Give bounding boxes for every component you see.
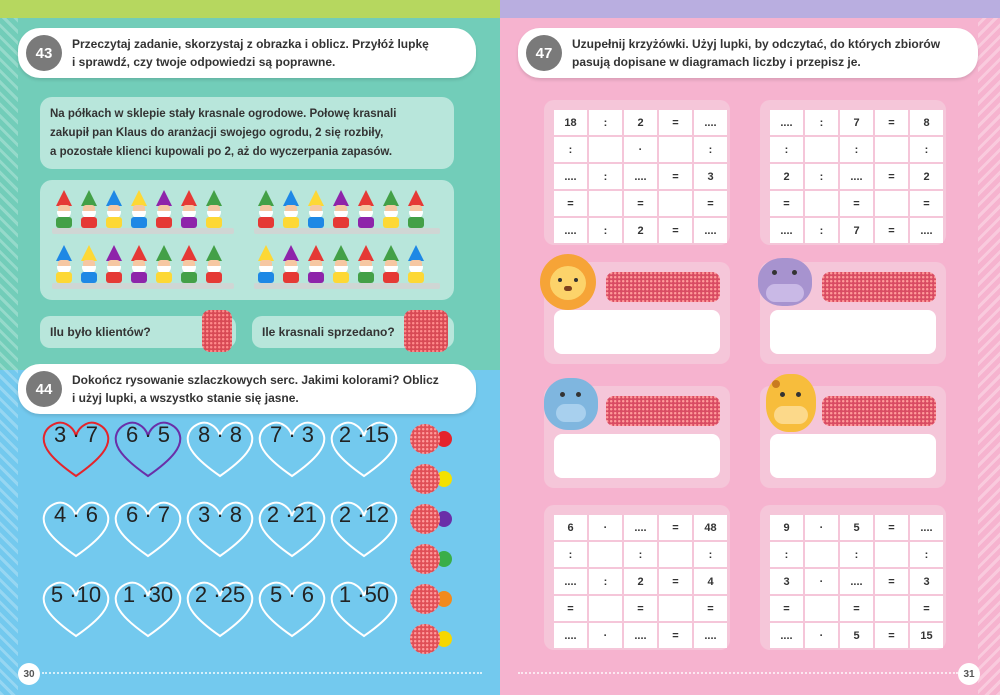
grid-cell: : [589,110,622,135]
grid-cell: = [554,596,587,621]
scratch-answer-clients[interactable] [202,310,232,352]
scratch-set-label[interactable] [606,396,720,426]
heart-expression: 5 · 6 [269,582,315,607]
answer-field[interactable] [770,434,936,478]
heart-expression: 8 · 8 [197,422,243,447]
heart-expression: 2 ·15 [338,422,390,447]
color-key-item [410,424,456,454]
crossword-grid [544,505,730,650]
grid-cell[interactable]: .... [770,623,803,648]
scratch-number[interactable] [410,584,440,614]
grid-cell: 7 [840,110,873,135]
instruction-line: Przeczytaj zadanie, skorzystaj z obrazka i oblicz. Przyłóż lupkę [72,37,429,51]
heart-expression: 6 · 5 [125,422,171,447]
task-number-badge: 44 [26,371,62,407]
gnome-figure [129,190,149,230]
crossword-grid [760,505,946,650]
scratch-number[interactable] [410,624,440,654]
question-label: Ilu było klientów? [50,325,151,339]
grid-cell: : [840,542,873,567]
instruction-line: i sprawdź, czy twoje odpowiedzi są poprawne. [72,55,336,69]
grid-cell [589,137,622,162]
grid-cell[interactable]: .... [624,515,657,540]
grid-cell: = [875,623,908,648]
grid-cell: · [589,623,622,648]
gnome-figure [54,245,74,285]
grid-cell[interactable]: .... [770,218,803,243]
gnome-figure [306,245,326,285]
instruction-line: pasują dopisane w diagramach liczby i przepisz je. [572,55,861,69]
grid-cell [659,542,692,567]
grid-cell [589,542,622,567]
grid-cell: = [875,569,908,594]
grid-cell: 18 [554,110,587,135]
heart-problem [112,500,184,560]
gnome-figure [204,190,224,230]
grid-cell [875,137,908,162]
grid-cell: · [805,569,838,594]
grid-cell[interactable]: .... [554,164,587,189]
grid-cell: = [659,164,692,189]
grid-cell: = [659,218,692,243]
grid-cell: = [910,191,943,216]
grid-cell: · [589,515,622,540]
story-text [40,97,454,169]
gnome-figure [281,190,301,230]
lion-icon [540,254,596,310]
heart-expression: 6 · 7 [125,502,171,527]
color-key-item [410,504,456,534]
heart-problem [40,500,112,560]
heart-expression: 2 ·21 [266,502,318,527]
story-line: Na półkach w sklepie stały krasnale ogrodowe. Połowę krasnali [50,108,397,120]
heart-expression: 5 ·10 [50,582,102,607]
scratch-number[interactable] [410,504,440,534]
task-number-badge: 47 [526,35,562,71]
color-key-item [410,584,456,614]
story-line: a pozostałe klienci kupowali po 2, aż do wyczerpania zapasów. [50,146,393,158]
grid-cell: : [624,542,657,567]
heart-problem [328,580,400,640]
gnome-figure [129,245,149,285]
grid-cell[interactable]: .... [554,569,587,594]
grid-cell: : [589,569,622,594]
side-pattern [0,18,18,695]
grid-cell: 2 [624,110,657,135]
right-page [500,0,1000,695]
heart-pattern-area [40,420,400,650]
grid-cell: = [910,596,943,621]
grid-cell[interactable]: .... [694,218,727,243]
grid-cell: = [694,191,727,216]
gnome-figure [356,190,376,230]
crossword-grid [760,100,946,245]
answer-field[interactable] [554,310,720,354]
gnome-figure [104,245,124,285]
grid-cell: : [910,137,943,162]
heart-problem [184,500,256,560]
scratch-number[interactable] [410,544,440,574]
task47-instruction [518,28,978,78]
grid-cell: · [805,623,838,648]
grid-cell: = [554,191,587,216]
grid-cell [659,137,692,162]
gnome-figure [381,245,401,285]
grid-cell: : [694,137,727,162]
grid-cell: 5 [840,623,873,648]
grid-cell: : [805,218,838,243]
grid-cell [875,542,908,567]
task-number-badge: 43 [26,35,62,71]
grid-cell: = [875,110,908,135]
footer-line [42,672,482,674]
top-band [0,0,500,18]
grid-cell: 9 [770,515,803,540]
grid-cell: = [659,110,692,135]
scratch-set-label[interactable] [822,272,936,302]
grid-cell: = [659,515,692,540]
color-key-item [410,464,456,494]
heart-problem [184,420,256,480]
heart-expression: 1 ·50 [338,582,390,607]
grid-cell: 3 [770,569,803,594]
grid-cell [805,542,838,567]
grid-cell[interactable]: .... [910,515,943,540]
grid-cell: = [875,164,908,189]
grid-cell: 48 [694,515,727,540]
grid-cell [589,191,622,216]
grid-cell [805,137,838,162]
grid-cell[interactable]: .... [910,218,943,243]
grid-cell: = [694,596,727,621]
instruction-line: i użyj lupki, a wszystko stanie się jasne. [72,391,299,405]
grid-cell: = [624,596,657,621]
gnome-shelves-illustration [40,180,454,300]
grid-cell[interactable]: .... [554,623,587,648]
grid-cell: 8 [910,110,943,135]
grid-cell: : [805,164,838,189]
grid-cell[interactable]: .... [624,164,657,189]
gnome-figure [406,245,426,285]
grid-cell: = [840,596,873,621]
heart-problem [112,420,184,480]
heart-problem [40,420,112,480]
grid-cell: 5 [840,515,873,540]
gnome-figure [154,245,174,285]
heart-expression: 2 ·25 [194,582,246,607]
grid-cell: 15 [910,623,943,648]
grid-cell[interactable]: .... [694,623,727,648]
side-pattern [978,18,1000,695]
rhino-icon [544,378,598,430]
gnome-figure [54,190,74,230]
heart-expression: 2 ·12 [338,502,390,527]
top-band [500,0,1000,18]
page-number: 31 [958,663,980,685]
grid-cell: = [840,191,873,216]
gnome-figure [154,190,174,230]
heart-problem [256,580,328,640]
grid-cell[interactable]: .... [840,164,873,189]
question-label: Ile krasnali sprzedano? [262,325,395,339]
grid-cell: 3 [694,164,727,189]
grid-cell: : [910,542,943,567]
grid-cell: · [624,137,657,162]
color-key-item [410,624,456,654]
grid-cell: : [805,110,838,135]
grid-cell[interactable]: .... [624,623,657,648]
color-key-item [410,544,456,574]
grid-cell: : [770,542,803,567]
grid-cell[interactable]: .... [840,569,873,594]
giraffe-icon [766,374,816,432]
answer-field[interactable] [770,310,936,354]
grid-cell[interactable]: .... [694,110,727,135]
grid-cell: 3 [910,569,943,594]
heart-expression: 1 ·30 [122,582,174,607]
grid-cell: = [875,515,908,540]
grid-cell: : [589,164,622,189]
gnome-figure [306,190,326,230]
grid-cell [659,596,692,621]
gnome-figure [331,190,351,230]
grid-cell: 2 [910,164,943,189]
heart-expression: 3 · 7 [53,422,99,447]
grid-cell: : [554,542,587,567]
grid-cell: 2 [624,569,657,594]
grid-cell [875,596,908,621]
grid-cell: = [659,569,692,594]
task44-instruction [18,364,476,414]
grid-cell [659,191,692,216]
grid-cell: : [694,542,727,567]
heart-problem [112,580,184,640]
heart-problem [40,580,112,640]
instruction-line: Uzupełnij krzyżówki. Użyj lupki, by odczytać, do których zbiorów [572,37,941,51]
gnome-figure [179,245,199,285]
gnome-figure [406,190,426,230]
grid-cell: = [624,191,657,216]
grid-cell: = [875,218,908,243]
grid-cell: = [770,596,803,621]
heart-expression: 3 · 8 [197,502,243,527]
grid-cell [805,191,838,216]
gnome-figure [256,190,276,230]
heart-problem [256,420,328,480]
grid-cell: : [554,137,587,162]
gnome-figure [104,190,124,230]
hippo-icon [758,258,812,306]
grid-cell: : [589,218,622,243]
heart-problem [184,580,256,640]
heart-expression: 7 · 3 [269,422,315,447]
grid-cell[interactable]: .... [770,110,803,135]
scratch-answer-sold[interactable] [404,310,448,352]
gnome-figure [204,245,224,285]
instruction-line: Dokończ rysowanie szlaczkowych serc. Jakimi kolorami? Oblicz [72,373,439,387]
grid-cell: = [659,623,692,648]
story-line: zakupił pan Klaus do aranżacji swojego ogrodu, 2 się rozbiły, [50,127,384,139]
footer-line [518,672,958,674]
gnome-figure [79,190,99,230]
heart-expression: 4 · 6 [53,502,99,527]
grid-cell: = [770,191,803,216]
grid-cell: 2 [624,218,657,243]
grid-cell [805,596,838,621]
grid-cell [875,191,908,216]
gnome-figure [281,245,301,285]
gnome-figure [179,190,199,230]
gnome-figure [256,245,276,285]
grid-cell: · [805,515,838,540]
scratch-set-label[interactable] [606,272,720,302]
grid-cell: 4 [694,569,727,594]
grid-cell: : [770,137,803,162]
grid-cell: 6 [554,515,587,540]
grid-cell[interactable]: .... [554,218,587,243]
page-number: 30 [18,663,40,685]
grid-cell: 7 [840,218,873,243]
crossword-grid [544,100,730,245]
grid-cell: : [840,137,873,162]
gnome-figure [79,245,99,285]
scratch-set-label[interactable] [822,396,936,426]
heart-problem [328,420,400,480]
gnome-figure [356,245,376,285]
gnome-figure [381,190,401,230]
answer-field[interactable] [554,434,720,478]
grid-cell [589,596,622,621]
scratch-number[interactable] [410,424,440,454]
grid-cell: 2 [770,164,803,189]
heart-problem [256,500,328,560]
task43-instruction [18,28,476,78]
heart-problem [328,500,400,560]
scratch-number[interactable] [410,464,440,494]
gnome-figure [331,245,351,285]
